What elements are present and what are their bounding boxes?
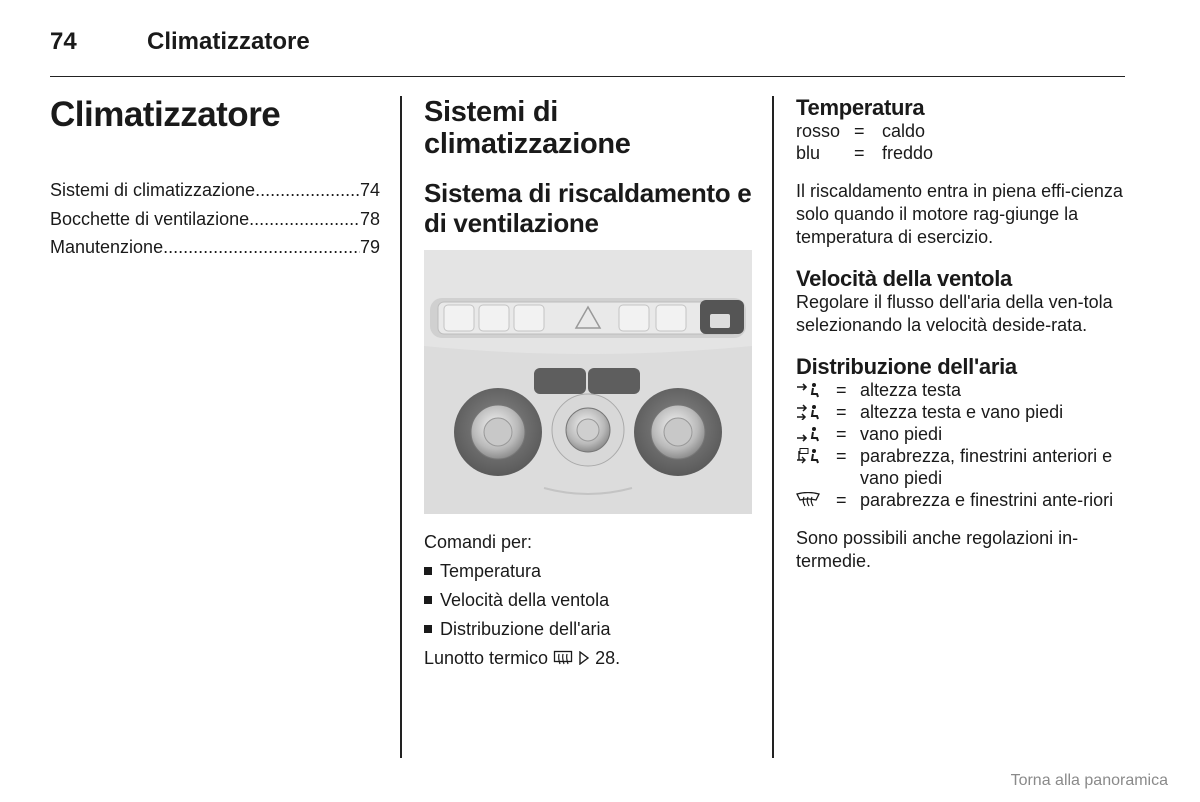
heating-column xyxy=(424,96,754,673)
distribution-note: Sono possibili anche regolazioni in-termedie. xyxy=(796,528,1079,571)
column-divider xyxy=(400,96,402,758)
temperature-row: rosso = caldo xyxy=(796,121,926,141)
rear-window-reference[interactable]: Lunotto termico 28. xyxy=(424,648,621,668)
distribution-item: = parabrezza, finestrini anteriori e vano piedi xyxy=(796,445,1136,489)
temperature-row: blu = freddo xyxy=(796,143,934,163)
page-number: 74 xyxy=(50,28,77,55)
page-header xyxy=(50,24,1125,77)
toc-entry[interactable]: Manutenzione ..... 79 xyxy=(50,233,380,262)
chapter-title: Climatizzatore xyxy=(50,95,281,134)
head-and-foot-icon xyxy=(796,404,820,420)
chapter-column xyxy=(50,96,380,262)
head-level-icon xyxy=(796,382,820,398)
controls-intro: Comandi per: xyxy=(424,532,533,552)
subsection-title: Sistema di riscaldamento e di ventilazione xyxy=(424,178,752,238)
windscreen-and-foot-icon xyxy=(796,448,820,464)
details-column xyxy=(796,96,1136,573)
table-of-contents xyxy=(50,176,380,262)
section-title: Sistemi di climatizzazione xyxy=(424,96,631,160)
distribution-item: = altezza testa e vano piedi xyxy=(796,401,1136,423)
column-divider xyxy=(772,96,774,758)
back-to-overview-link[interactable]: Torna alla panoramica xyxy=(1010,772,1168,789)
distribution-item: = parabrezza e finestrini ante-riori xyxy=(796,489,1136,511)
foot-level-icon xyxy=(796,426,820,442)
fan-heading: Velocità della ventola xyxy=(796,266,1012,291)
toc-entry[interactable]: Bocchette di ventilazione ..... 78 xyxy=(50,205,380,234)
windscreen-defrost-icon xyxy=(796,492,820,508)
distribution-heading: Distribuzione dell'aria xyxy=(796,354,1017,379)
distribution-item: = vano piedi xyxy=(796,423,1136,445)
rear-window-defrost-icon xyxy=(553,650,573,666)
distribution-item: = altezza testa xyxy=(796,379,1136,401)
list-item: Temperatura xyxy=(424,557,754,586)
control-panel-photo xyxy=(424,250,752,514)
header-title: Climatizzatore xyxy=(147,28,310,55)
fan-text: Regolare il flusso dell'aria della ven-tola selezionando la velocità deside-rata. xyxy=(796,292,1113,335)
list-item: Distribuzione dell'aria xyxy=(424,615,754,644)
toc-entry[interactable]: Sistemi di climatizzazione ..... 74 xyxy=(50,176,380,205)
temperature-note: Il riscaldamento entra in piena effi-cienza solo quando il motore rag-giunge la temperatura di esercizio. xyxy=(796,181,1123,247)
list-item: Velocità della ventola xyxy=(424,586,754,615)
temperature-heading: Temperatura xyxy=(796,95,925,120)
page-reference-arrow-icon xyxy=(578,651,590,665)
